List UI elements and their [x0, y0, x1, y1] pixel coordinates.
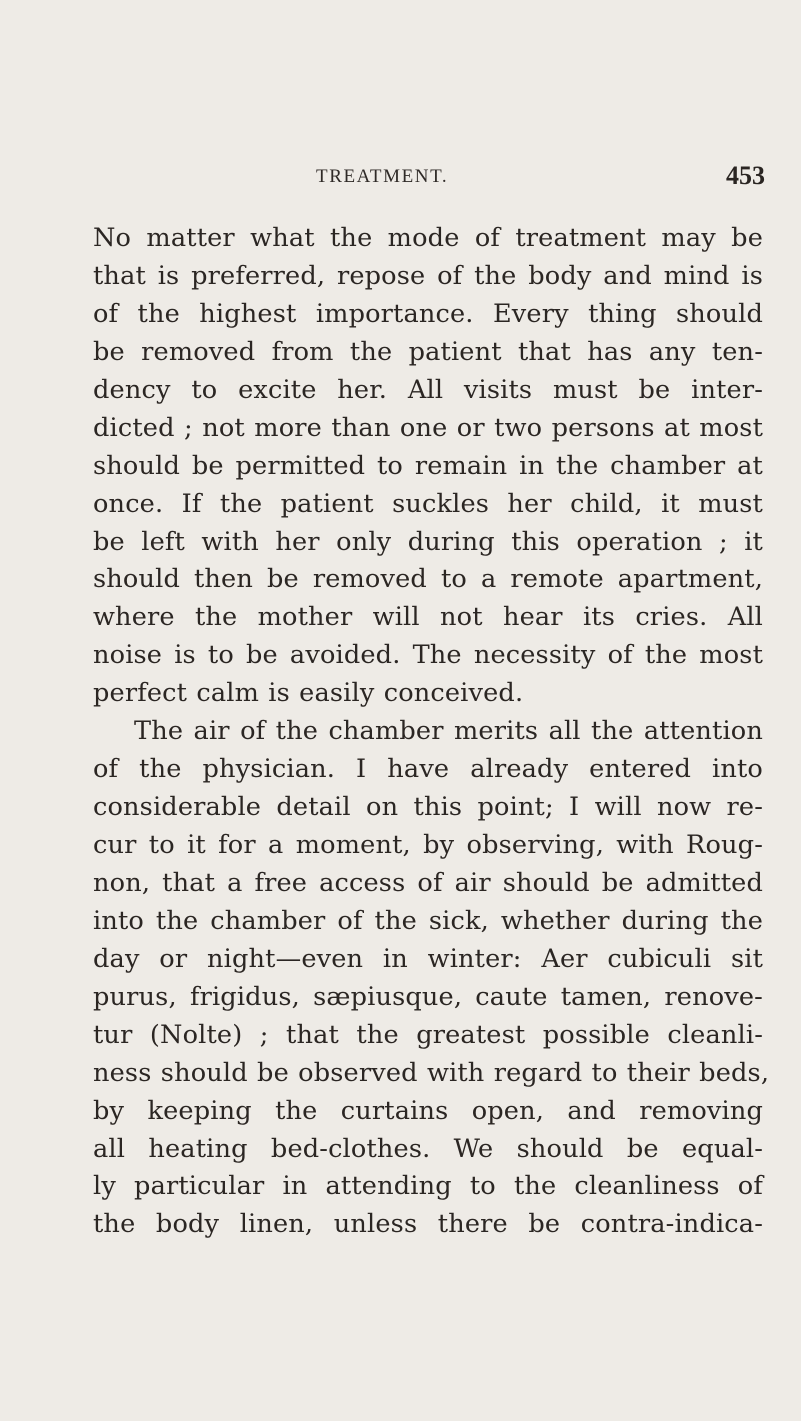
running-title: TREATMENT.	[316, 166, 449, 187]
text-line: dicted ; not more than one or two persons at most	[93, 412, 763, 443]
text-line: should then be removed to a remote apartment,	[93, 564, 763, 595]
page-number: 453	[726, 161, 765, 190]
text-line: be removed from the patient that has any ten-	[93, 336, 763, 367]
text-line: of the physician. I have already entered into	[93, 754, 763, 785]
text-line: ness should be observed with regard to their beds,	[93, 1057, 770, 1088]
text-line: perfect calm is easily conceived.	[93, 678, 524, 709]
text-line: all heating bed-clothes. We should be equal-	[93, 1133, 763, 1164]
body-text	[93, 220, 770, 1244]
text-line: the body linen, unless there be contra-indica-	[93, 1209, 763, 1240]
text-line: dency to excite her. All visits must be inter-	[93, 374, 763, 405]
text-line: of the highest importance. Every thing should	[93, 298, 763, 329]
text-line: once. If the patient suckles her child, it must	[93, 488, 763, 519]
text-line: should be permitted to remain in the chamber at	[93, 450, 763, 481]
text-line: noise is to be avoided. The necessity of the most	[93, 640, 763, 671]
running-head	[0, 158, 801, 198]
text-line: that is preferred, repose of the body and mind is	[93, 260, 763, 291]
text-line: cur to it for a moment, by observing, with Roug-	[93, 830, 763, 860]
text-line: No matter what the mode of treatment may be	[93, 223, 763, 253]
text-line: by keeping the curtains open, and removing	[93, 1095, 763, 1126]
text-line: The air of the chamber merits all the attention	[134, 716, 763, 747]
text-line: ly particular in attending to the cleanliness of	[93, 1171, 763, 1202]
text-line: considerable detail on this point; I will now re-	[93, 792, 763, 823]
text-line: where the mother will not hear its cries. All	[93, 602, 763, 633]
text-line: into the chamber of the sick, whether during the	[93, 905, 763, 936]
text-line: tur (Nolte) ; that the greatest possible cleanli-	[93, 1019, 763, 1050]
text-line: be left with her only during this operation ; it	[93, 526, 763, 557]
text-line: day or night—even in winter: Aer cubiculi sit	[93, 943, 763, 974]
text-line: purus, frigidus, sæpiusque, caute tamen, renove-	[93, 981, 763, 1012]
text-line: non, that a free access of air should be admitted	[93, 867, 763, 898]
